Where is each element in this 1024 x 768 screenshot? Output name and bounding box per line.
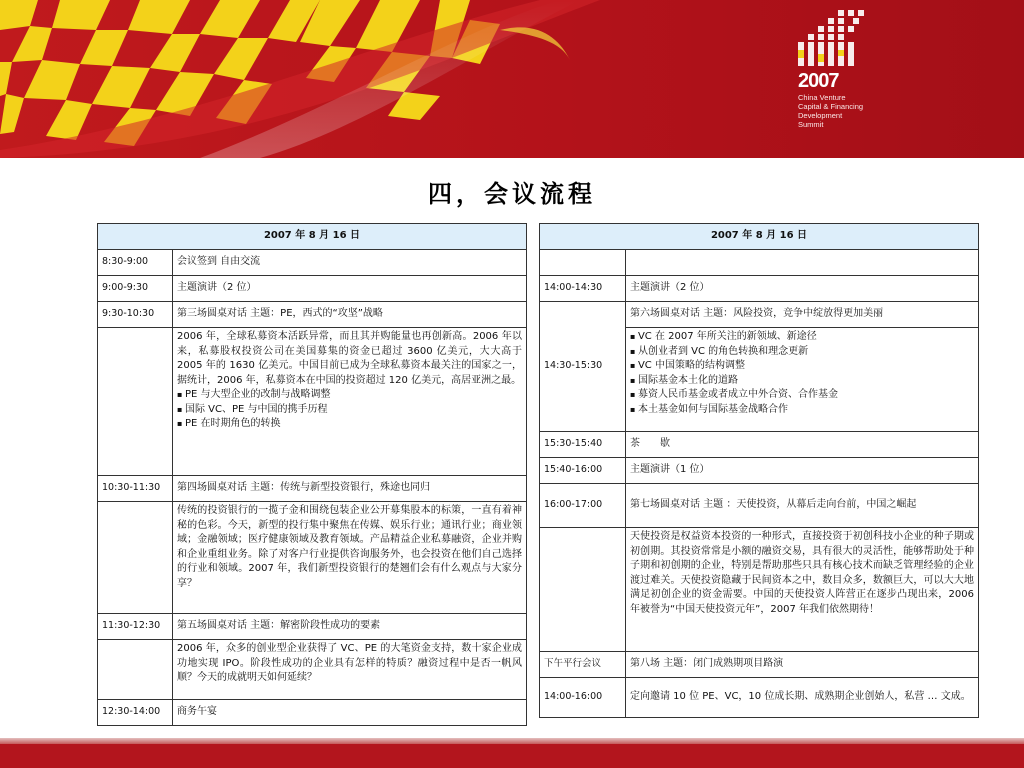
time-cell: 8:30-9:00 bbox=[98, 250, 173, 276]
session-cell: 定向邀请 10 位 PE、VC，10 位成长期、成熟期企业创始人，私营 … 文成。 bbox=[626, 678, 979, 718]
session-cell: 第四场圆桌对话 主题：传统与新型投资银行，殊途也同归 bbox=[173, 476, 527, 502]
table-row bbox=[98, 476, 527, 502]
table-row bbox=[98, 640, 527, 700]
time-cell: 14:30-15:30 bbox=[540, 302, 626, 432]
session-cell: 第五场圆桌对话 主题：解密阶段性成功的要素 bbox=[173, 614, 527, 640]
logo-pixel-mark bbox=[798, 10, 868, 68]
list-item: ▪ 从创业者到 VC 的角色转换和理念更新 bbox=[630, 345, 974, 360]
session-cell: 第七场圆桌对话 主题 ：天使投资，从幕后走向台前，中国之崛起 bbox=[626, 484, 979, 528]
header-banner bbox=[0, 0, 1024, 158]
table-date-header: 2007 年 8 月 16 日 bbox=[98, 224, 527, 250]
table-row bbox=[540, 484, 979, 528]
session-cell: 茶 歇 bbox=[626, 432, 979, 458]
list-item: ▪ 募资人民币基金或者成立中外合资、合作基金 bbox=[630, 388, 974, 403]
logo-line-2: Capital & Financing bbox=[798, 102, 864, 111]
bullet-list bbox=[177, 388, 522, 432]
session-cell: 第六场圆桌对话 主题：风险投资，竞争中绽放得更加美丽 bbox=[626, 302, 979, 328]
list-item: ▪ 国际基金本土化的道路 bbox=[630, 374, 974, 389]
list-item: ▪ PE 在时期角色的转换 bbox=[177, 417, 522, 432]
session-cell: 主题演讲（1 位） bbox=[626, 458, 979, 484]
table-row bbox=[98, 328, 527, 476]
time-cell bbox=[540, 528, 626, 652]
table-row bbox=[98, 502, 527, 614]
agenda-table-afternoon bbox=[539, 223, 979, 718]
logo-line-3: Development bbox=[798, 111, 843, 120]
table-row bbox=[98, 250, 527, 276]
description-paragraph: 2006 年，全球私募资本活跃异常，而且其并购能量也再创新高。2006 年以来，私募股权投资公司在美国募集的资金已超过 3600 亿美元，大大高于 2005 年的 1630 亿美元。中国目前已成为全球私募资本最关注的国家之一，据统计，2006 年，私募资本在中国的投资超过 120 亿美元，高居亚洲之最。 bbox=[177, 331, 522, 386]
list-item: ▪ 国际 VC、PE 与中国的携手历程 bbox=[177, 403, 522, 418]
logo-line-1: China Venture bbox=[798, 93, 846, 102]
time-cell: 14:00-16:00 bbox=[540, 678, 626, 718]
description-cell bbox=[173, 328, 527, 476]
logo-line-4: Summit bbox=[798, 120, 824, 129]
time-cell: 12:30-14:00 bbox=[98, 700, 173, 726]
logo-year: 2007 bbox=[798, 70, 839, 92]
session-cell: 商务午宴 bbox=[173, 700, 527, 726]
bullet-list bbox=[630, 330, 974, 417]
table-row bbox=[540, 678, 979, 718]
time-cell bbox=[540, 250, 626, 276]
list-item: ▪ VC 在 2007 年所关注的新领域、新途径 bbox=[630, 330, 974, 345]
session-cell: 主题演讲（2 位） bbox=[173, 276, 527, 302]
list-item: ▪ VC 中国策略的结构调整 bbox=[630, 359, 974, 374]
time-cell: 15:40-16:00 bbox=[540, 458, 626, 484]
session-cell: 第三场圆桌对话 主题：PE，西式的“攻坚”战略 bbox=[173, 302, 527, 328]
description-cell: 2006 年，众多的创业型企业获得了 VC、PE 的大笔资金支持，数十家企业成功地实现 IPO。阶段性成功的企业具有怎样的特质？融资过程中是否一帆风顺？今天的成就明天如何延续？ bbox=[173, 640, 527, 700]
session-cell bbox=[626, 250, 979, 276]
slide-title: 四，会议流程 bbox=[428, 179, 596, 208]
description-cell bbox=[626, 328, 979, 432]
table-row bbox=[540, 302, 979, 328]
table-row bbox=[540, 528, 979, 652]
session-cell: 第八场 主题：闭门成熟期项目路演 bbox=[626, 652, 979, 678]
table-row bbox=[540, 276, 979, 302]
table-row bbox=[540, 458, 979, 484]
time-cell: 16:00-17:00 bbox=[540, 484, 626, 528]
time-cell: 下午平行会议 bbox=[540, 652, 626, 678]
session-cell: 会议签到 自由交流 bbox=[173, 250, 527, 276]
description-cell: 传统的投资银行的一揽子金和围绕包装企业公开募集股本的标策，一直有着神秘的色彩。今天，新型的投行集中聚焦在传媒、娱乐行业；通讯行业；商业领域；金融领域；医疗健康领域及教育领域。产品精益企业私募融资，企业并购和企业重组业务。除了对客户行业提供咨询服务外，也会投资在他们自己选择的行业和领域。2007 年，我们新型投资银行的楚翘们会有什么观点与大家分享？ bbox=[173, 502, 527, 614]
summit-logo bbox=[798, 10, 998, 150]
time-cell: 14:00-14:30 bbox=[540, 276, 626, 302]
table-row bbox=[540, 432, 979, 458]
description-cell: 天使投资是权益资本投资的一种形式，直接投资于初创科技小企业的种子期或初创期。其投资常常是小额的融资交易，具有很大的灵活性，能够帮助处于种子期和初创期的企业，特别是帮助那些只具有核心技术而缺乏管理经验的企业渡过难关。天使投资隐藏于民间资本之中，数目众多，数额巨大，可以大大地满足初创企业的资金需要。中国的天使投资人阵营正在逐步凸现出来，2006 年被誉为“中国天使投资元年”，2007 年我们依然期待！ bbox=[626, 528, 979, 652]
time-cell: 9:00-9:30 bbox=[98, 276, 173, 302]
list-item: ▪ PE 与大型企业的改制与战略调整 bbox=[177, 388, 522, 403]
agenda-table-morning bbox=[97, 223, 527, 726]
table-row bbox=[98, 700, 527, 726]
list-item: ▪ 本土基金如何与国际基金战略合作 bbox=[630, 403, 974, 418]
table-row bbox=[98, 302, 527, 328]
table-row bbox=[98, 614, 527, 640]
time-cell bbox=[98, 640, 173, 700]
table-row bbox=[98, 276, 527, 302]
time-cell bbox=[98, 328, 173, 476]
session-cell: 主题演讲（2 位） bbox=[626, 276, 979, 302]
time-cell: 11:30-12:30 bbox=[98, 614, 173, 640]
time-cell: 9:30-10:30 bbox=[98, 302, 173, 328]
footer-band bbox=[0, 744, 1024, 768]
time-cell: 10:30-11:30 bbox=[98, 476, 173, 502]
table-date-header: 2007 年 8 月 16 日 bbox=[540, 224, 979, 250]
time-cell: 15:30-15:40 bbox=[540, 432, 626, 458]
table-row bbox=[540, 250, 979, 276]
time-cell bbox=[98, 502, 173, 614]
table-row bbox=[540, 652, 979, 678]
